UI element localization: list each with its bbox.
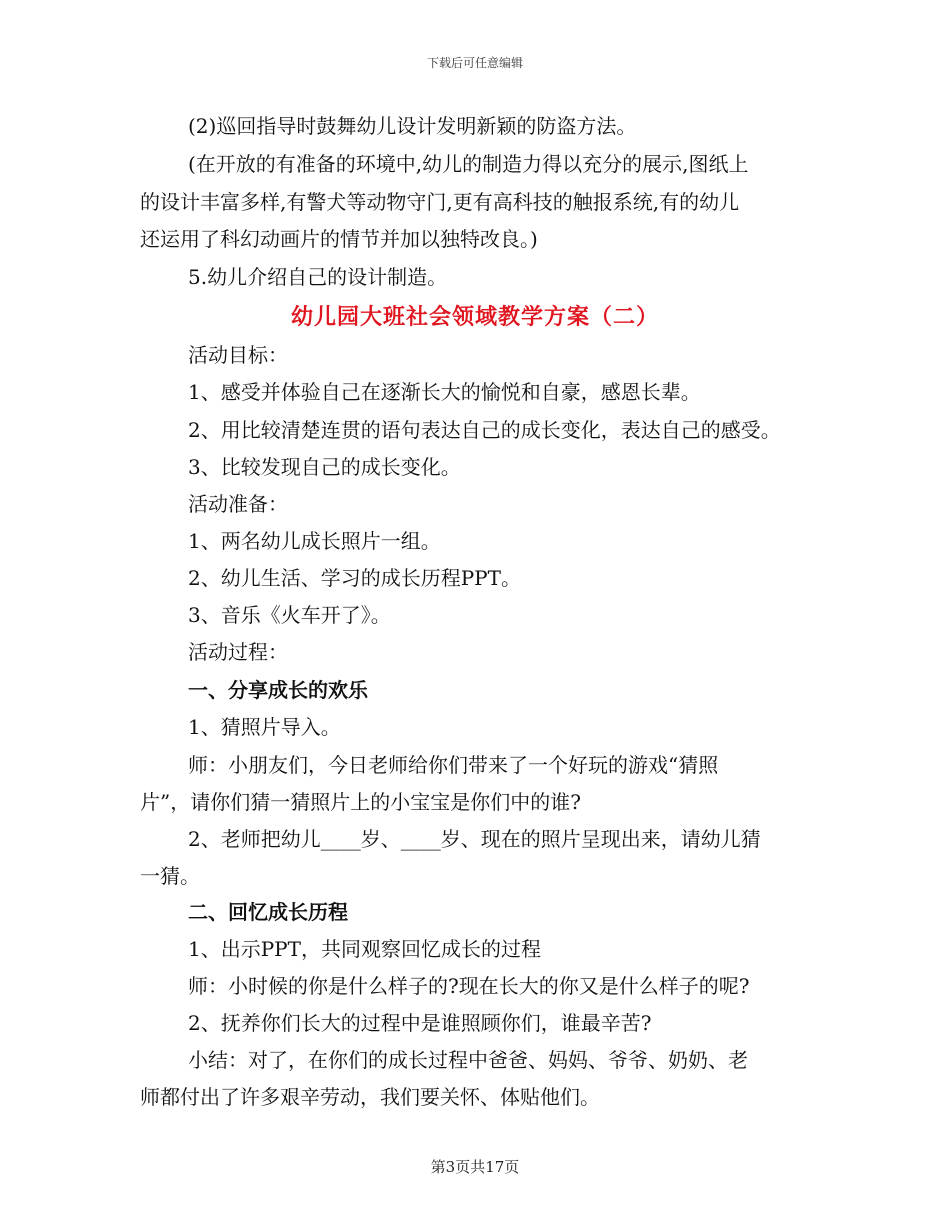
paragraph-line: 3、音乐《火车开了》。 [188,603,391,627]
section-title: 幼儿园大班社会领域教学方案（二） [290,304,659,330]
paragraph-line: 师：小朋友们，今日老师给你们带来了一个好玩的游戏“猜照 [188,753,719,777]
paragraph-line: 2、老师把幼儿____岁、____岁、现在的照片呈现出来，请幼儿猜 [188,827,761,851]
paragraph-line: 2、幼儿生活、学习的成长历程PPT。 [188,566,521,590]
paragraph-line: 2、抚养你们长大的过程中是谁照顾你们，谁最辛苦? [188,1011,652,1035]
paragraph-line: 一猜。 [140,864,200,888]
paragraph-line: 1、猜照片导入。 [188,715,341,739]
paragraph-line: 1、两名幼儿成长照片一组。 [188,529,441,553]
subheading: 二、回忆成长历程 [188,900,348,924]
paragraph-line: 活动准备： [188,492,288,516]
page-number: 第3页共17页 [430,1158,520,1176]
paragraph-line: 1、出示PPT，共同观察回忆成长的过程 [188,937,541,961]
paragraph-line: 3、比较发现自己的成长变化。 [188,455,461,479]
paragraph-line: 还运用了科幻动画片的情节并加以独特改良。) [140,227,538,251]
paragraph-line: 2、用比较清楚连贯的语句表达自己的成长变化，表达自己的感受。 [188,418,781,442]
paragraph-line: 5.幼儿介绍自己的设计制造。 [188,265,448,289]
paragraph-line: 1、感受并体验自己在逐渐长大的愉悦和自豪，感恩长辈。 [188,380,701,404]
paragraph-line: 师：小时候的你是什么样子的?现在长大的你又是什么样子的呢? [188,974,750,998]
paragraph-line: 片”，请你们猜一猜照片上的小宝宝是你们中的谁? [140,790,581,814]
paragraph-line: (2)巡回指导时鼓舞幼儿设计发明新颖的防盗方法。 [188,114,637,138]
paragraph-line: 的设计丰富多样,有警犬等动物守门,更有高科技的触报系统,有的幼儿 [140,190,740,214]
paragraph-line: 师都付出了许多艰辛劳动，我们要关怀、体贴他们。 [140,1085,600,1109]
subheading: 一、分享成长的欢乐 [188,678,368,702]
paragraph-line: 活动目标： [188,343,288,367]
paragraph-line: (在开放的有准备的环境中,幼儿的制造力得以充分的展示,图纸上 [188,152,749,176]
paragraph-line: 活动过程： [188,640,288,664]
header-note: 下载后可任意编辑 [426,56,523,70]
paragraph-line: 小结：对了，在你们的成长过程中爸爸、妈妈、爷爷、奶奶、老 [188,1048,748,1072]
